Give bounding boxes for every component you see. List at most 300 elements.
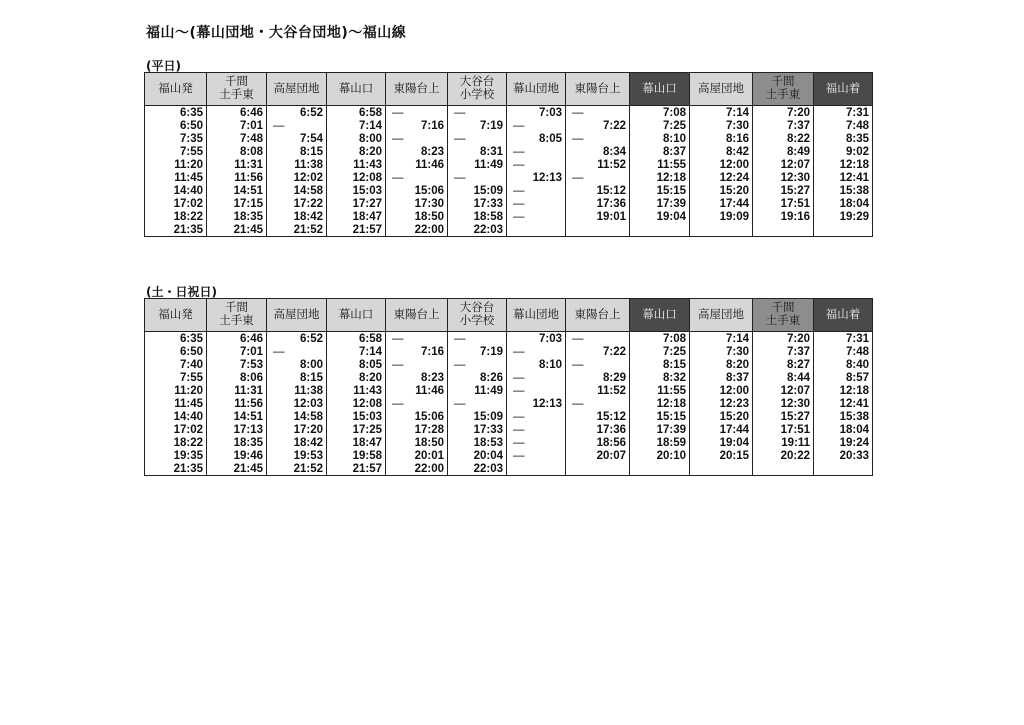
column-header: 東陽台上 (386, 299, 448, 332)
time-cell: 17:39 (630, 197, 690, 210)
table-row (145, 436, 873, 449)
time-cell: 18:04 (814, 197, 873, 210)
time-cell: 15:03 (327, 410, 386, 423)
time-cell: 14:58 (267, 410, 327, 423)
time-cell: — (386, 132, 448, 145)
time-cell: 11:52 (566, 384, 630, 397)
time-cell: 15:03 (327, 184, 386, 197)
time-cell: 8:00 (267, 358, 327, 371)
time-cell: 7:53 (207, 358, 267, 371)
time-cell: 18:50 (386, 210, 448, 223)
time-cell: 15:15 (630, 410, 690, 423)
time-cell: — (386, 171, 448, 184)
time-cell: 8:27 (753, 358, 814, 371)
time-cell: 12:07 (753, 384, 814, 397)
time-cell: 7:54 (267, 132, 327, 145)
time-cell: 7:20 (753, 332, 814, 346)
time-cell: — (386, 397, 448, 410)
time-cell: 8:42 (690, 145, 753, 158)
time-cell: — (507, 119, 566, 132)
time-cell: 9:02 (814, 145, 873, 158)
time-cell: 8:37 (690, 371, 753, 384)
holiday-timetable (144, 298, 873, 476)
time-cell: 6:46 (207, 332, 267, 346)
table-row (145, 332, 873, 346)
time-cell (630, 462, 690, 476)
time-cell: 20:15 (690, 449, 753, 462)
table-row (145, 145, 873, 158)
column-header: 高屋団地 (267, 73, 327, 106)
time-cell: 8:29 (566, 371, 630, 384)
column-header: 大谷台 小学校 (448, 299, 507, 332)
time-cell: 17:36 (566, 423, 630, 436)
time-cell (566, 223, 630, 237)
time-cell: 14:51 (207, 410, 267, 423)
time-cell: 17:15 (207, 197, 267, 210)
time-cell: 17:02 (145, 197, 207, 210)
time-cell: 19:16 (753, 210, 814, 223)
time-cell (507, 223, 566, 237)
time-cell: — (566, 332, 630, 346)
time-cell: 15:09 (448, 410, 507, 423)
time-cell: 17:51 (753, 197, 814, 210)
column-header: 千間 土手東 (207, 299, 267, 332)
time-cell: 6:35 (145, 106, 207, 120)
time-cell: 15:09 (448, 184, 507, 197)
time-cell (507, 462, 566, 476)
column-header: 福山発 (145, 73, 207, 106)
time-cell: 12:08 (327, 171, 386, 184)
time-cell: 8:23 (386, 145, 448, 158)
time-cell: 7:14 (327, 345, 386, 358)
time-cell: 19:09 (690, 210, 753, 223)
weekday-timetable (144, 72, 873, 237)
time-cell: 12:41 (814, 397, 873, 410)
time-cell: 8:34 (566, 145, 630, 158)
table-row (145, 158, 873, 171)
table-row (145, 371, 873, 384)
time-cell: 7:30 (690, 345, 753, 358)
time-cell: 8:32 (630, 371, 690, 384)
time-cell: 8:05 (507, 132, 566, 145)
column-header: 東陽台上 (566, 299, 630, 332)
time-cell: 18:53 (448, 436, 507, 449)
time-cell: 7:14 (327, 119, 386, 132)
time-cell: 15:12 (566, 184, 630, 197)
column-header: 幕山口 (327, 73, 386, 106)
time-cell: 12:23 (690, 397, 753, 410)
time-cell: 7:19 (448, 345, 507, 358)
time-cell: 17:44 (690, 423, 753, 436)
table-row (145, 397, 873, 410)
time-cell: 7:22 (566, 119, 630, 132)
time-cell: 15:20 (690, 184, 753, 197)
time-cell: 8:08 (207, 145, 267, 158)
time-cell: 8:22 (753, 132, 814, 145)
table-row (145, 345, 873, 358)
time-cell: — (507, 384, 566, 397)
column-header: 福山着 (814, 73, 873, 106)
time-cell: 7:40 (145, 358, 207, 371)
time-cell: 21:35 (145, 462, 207, 476)
time-cell (630, 223, 690, 237)
time-cell: 11:31 (207, 384, 267, 397)
column-header: 高屋団地 (267, 299, 327, 332)
time-cell: 18:35 (207, 436, 267, 449)
time-cell: — (566, 132, 630, 145)
time-cell: 7:01 (207, 119, 267, 132)
time-cell: 12:30 (753, 171, 814, 184)
table-row (145, 462, 873, 476)
time-cell: 19:04 (690, 436, 753, 449)
time-cell: 8:23 (386, 371, 448, 384)
time-cell: — (448, 358, 507, 371)
weekday-section-label: (平日) (146, 59, 181, 73)
time-cell: 8:05 (327, 358, 386, 371)
column-header: 千間 土手東 (753, 299, 814, 332)
table-row (145, 171, 873, 184)
time-cell: — (566, 106, 630, 120)
column-header: 高屋団地 (690, 299, 753, 332)
column-header: 福山発 (145, 299, 207, 332)
time-cell: 15:06 (386, 184, 448, 197)
time-cell: 14:58 (267, 184, 327, 197)
time-cell: 17:33 (448, 197, 507, 210)
column-header: 幕山口 (630, 299, 690, 332)
time-cell: 7:03 (507, 106, 566, 120)
time-cell: 22:00 (386, 462, 448, 476)
time-cell: 15:27 (753, 410, 814, 423)
time-cell: 7:31 (814, 106, 873, 120)
table-row (145, 358, 873, 371)
time-cell: 12:41 (814, 171, 873, 184)
time-cell: 7:55 (145, 371, 207, 384)
column-header: 幕山団地 (507, 299, 566, 332)
time-cell: 12:18 (814, 158, 873, 171)
time-cell: 11:46 (386, 384, 448, 397)
time-cell: 7:30 (690, 119, 753, 132)
time-cell: 19:24 (814, 436, 873, 449)
time-cell: 7:25 (630, 119, 690, 132)
time-cell: 8:15 (267, 371, 327, 384)
time-cell: 18:42 (267, 436, 327, 449)
time-cell: 7:37 (753, 119, 814, 132)
time-cell: 8:35 (814, 132, 873, 145)
time-cell: 20:01 (386, 449, 448, 462)
time-cell: 20:10 (630, 449, 690, 462)
time-cell: 21:35 (145, 223, 207, 237)
time-cell: 7:14 (690, 106, 753, 120)
time-cell (690, 462, 753, 476)
time-cell: — (507, 371, 566, 384)
table-row (145, 132, 873, 145)
time-cell: 15:20 (690, 410, 753, 423)
time-cell: 12:00 (690, 384, 753, 397)
time-cell: 17:30 (386, 197, 448, 210)
time-cell: 6:50 (145, 345, 207, 358)
time-cell: 17:20 (267, 423, 327, 436)
time-cell: 18:35 (207, 210, 267, 223)
time-cell: 7:08 (630, 106, 690, 120)
time-cell: — (507, 158, 566, 171)
column-header: 福山着 (814, 299, 873, 332)
time-cell: — (448, 132, 507, 145)
time-cell: — (507, 345, 566, 358)
time-cell: 8:10 (507, 358, 566, 371)
time-cell: 11:43 (327, 158, 386, 171)
time-cell: 7:48 (207, 132, 267, 145)
time-cell: 8:15 (267, 145, 327, 158)
time-cell: 15:27 (753, 184, 814, 197)
time-cell: 7:22 (566, 345, 630, 358)
time-cell: 8:10 (630, 132, 690, 145)
time-cell: 12:00 (690, 158, 753, 171)
time-cell: 20:22 (753, 449, 814, 462)
time-cell: 7:19 (448, 119, 507, 132)
time-cell: 22:03 (448, 462, 507, 476)
time-cell: 20:07 (566, 449, 630, 462)
time-cell: 11:43 (327, 384, 386, 397)
time-cell: — (386, 106, 448, 120)
time-cell: — (448, 106, 507, 120)
time-cell (814, 462, 873, 476)
time-cell: 7:48 (814, 345, 873, 358)
time-cell: 7:03 (507, 332, 566, 346)
time-cell: — (386, 358, 448, 371)
time-cell: 7:20 (753, 106, 814, 120)
time-cell: 18:56 (566, 436, 630, 449)
time-cell: 8:20 (327, 145, 386, 158)
time-cell: 11:49 (448, 158, 507, 171)
table-row (145, 197, 873, 210)
time-cell: 7:16 (386, 345, 448, 358)
time-cell: 12:07 (753, 158, 814, 171)
time-cell: 11:56 (207, 397, 267, 410)
time-cell: — (267, 119, 327, 132)
time-cell: 6:58 (327, 106, 386, 120)
time-cell: 12:13 (507, 397, 566, 410)
time-cell: 8:40 (814, 358, 873, 371)
time-cell: 12:03 (267, 397, 327, 410)
time-cell: 7:16 (386, 119, 448, 132)
table-row (145, 184, 873, 197)
time-cell: 12:30 (753, 397, 814, 410)
time-cell: 17:36 (566, 197, 630, 210)
time-cell: — (507, 184, 566, 197)
time-cell (566, 462, 630, 476)
time-cell: 12:08 (327, 397, 386, 410)
time-cell: 19:35 (145, 449, 207, 462)
time-cell: 8:44 (753, 371, 814, 384)
time-cell: 17:25 (327, 423, 386, 436)
time-cell: 19:29 (814, 210, 873, 223)
time-cell: 8:15 (630, 358, 690, 371)
time-cell (753, 223, 814, 237)
time-cell: 12:18 (814, 384, 873, 397)
time-cell: — (448, 397, 507, 410)
time-cell: 17:13 (207, 423, 267, 436)
time-cell: 12:02 (267, 171, 327, 184)
time-cell (814, 223, 873, 237)
time-cell: 18:04 (814, 423, 873, 436)
time-cell: 11:31 (207, 158, 267, 171)
table-row (145, 410, 873, 423)
time-cell: 7:08 (630, 332, 690, 346)
time-cell: 17:51 (753, 423, 814, 436)
time-cell: 8:20 (690, 358, 753, 371)
time-cell: 6:35 (145, 332, 207, 346)
table-row (145, 449, 873, 462)
time-cell: 6:52 (267, 106, 327, 120)
time-cell: 8:00 (327, 132, 386, 145)
time-cell: 7:31 (814, 332, 873, 346)
time-cell: — (507, 210, 566, 223)
time-cell: 15:12 (566, 410, 630, 423)
time-cell (690, 223, 753, 237)
time-cell: 20:04 (448, 449, 507, 462)
time-cell: 7:01 (207, 345, 267, 358)
time-cell: 6:58 (327, 332, 386, 346)
time-cell: 8:06 (207, 371, 267, 384)
time-cell: 17:39 (630, 423, 690, 436)
time-cell: 20:33 (814, 449, 873, 462)
time-cell: 21:52 (267, 223, 327, 237)
table-row (145, 384, 873, 397)
time-cell: — (448, 332, 507, 346)
time-cell: 12:18 (630, 171, 690, 184)
time-cell: 8:16 (690, 132, 753, 145)
time-cell: 15:15 (630, 184, 690, 197)
time-cell: — (566, 397, 630, 410)
table-row (145, 223, 873, 237)
time-cell: 11:49 (448, 384, 507, 397)
time-cell: 21:57 (327, 223, 386, 237)
time-cell: 19:04 (630, 210, 690, 223)
time-cell: 17:33 (448, 423, 507, 436)
time-cell: 7:25 (630, 345, 690, 358)
time-cell: 19:53 (267, 449, 327, 462)
time-cell: 17:22 (267, 197, 327, 210)
time-cell: — (507, 145, 566, 158)
time-cell: 15:06 (386, 410, 448, 423)
table-row (145, 423, 873, 436)
time-cell: 12:18 (630, 397, 690, 410)
column-header: 幕山団地 (507, 73, 566, 106)
column-header: 千間 土手東 (207, 73, 267, 106)
time-cell: 8:31 (448, 145, 507, 158)
time-cell: 8:57 (814, 371, 873, 384)
column-header: 高屋団地 (690, 73, 753, 106)
time-cell: 18:47 (327, 436, 386, 449)
header-row (145, 299, 873, 332)
column-header: 千間 土手東 (753, 73, 814, 106)
column-header: 大谷台 小学校 (448, 73, 507, 106)
time-cell: 18:22 (145, 210, 207, 223)
time-cell: 8:20 (327, 371, 386, 384)
table-row (145, 106, 873, 120)
time-cell: 8:26 (448, 371, 507, 384)
time-cell: — (267, 345, 327, 358)
time-cell: 12:24 (690, 171, 753, 184)
time-cell: 7:35 (145, 132, 207, 145)
column-header: 東陽台上 (386, 73, 448, 106)
time-cell: 21:57 (327, 462, 386, 476)
time-cell: 14:40 (145, 410, 207, 423)
time-cell: 15:38 (814, 184, 873, 197)
time-cell: 14:51 (207, 184, 267, 197)
time-cell: 19:01 (566, 210, 630, 223)
time-cell: 11:45 (145, 171, 207, 184)
time-cell: 6:46 (207, 106, 267, 120)
time-cell: 17:02 (145, 423, 207, 436)
time-cell: 21:52 (267, 462, 327, 476)
time-cell: 11:38 (267, 158, 327, 171)
time-cell: 7:48 (814, 119, 873, 132)
time-cell: — (448, 171, 507, 184)
time-cell: — (507, 410, 566, 423)
column-header: 幕山口 (327, 299, 386, 332)
time-cell: 18:22 (145, 436, 207, 449)
time-cell: 11:38 (267, 384, 327, 397)
time-cell: 21:45 (207, 462, 267, 476)
time-cell: 12:13 (507, 171, 566, 184)
time-cell: 18:42 (267, 210, 327, 223)
time-cell: 18:59 (630, 436, 690, 449)
time-cell: — (566, 171, 630, 184)
time-cell: 7:55 (145, 145, 207, 158)
time-cell: 7:37 (753, 345, 814, 358)
time-cell: 17:28 (386, 423, 448, 436)
time-cell: — (507, 449, 566, 462)
time-cell: 22:03 (448, 223, 507, 237)
page-title: 福山～(幕山団地・大谷台団地)～福山線 (146, 25, 407, 41)
holiday-section-label: (土・日祝日) (146, 285, 217, 299)
time-cell: 11:55 (630, 384, 690, 397)
time-cell: 14:40 (145, 184, 207, 197)
time-cell: 15:38 (814, 410, 873, 423)
time-cell: 6:52 (267, 332, 327, 346)
time-cell: — (386, 332, 448, 346)
time-cell: 6:50 (145, 119, 207, 132)
time-cell: 11:55 (630, 158, 690, 171)
table-row (145, 210, 873, 223)
time-cell: 22:00 (386, 223, 448, 237)
column-header: 幕山口 (630, 73, 690, 106)
header-row (145, 73, 873, 106)
time-cell: 19:46 (207, 449, 267, 462)
time-cell: 11:56 (207, 171, 267, 184)
column-header: 東陽台上 (566, 73, 630, 106)
time-cell: 8:49 (753, 145, 814, 158)
table-row (145, 119, 873, 132)
time-cell: 11:46 (386, 158, 448, 171)
time-cell: 19:11 (753, 436, 814, 449)
time-cell: 18:47 (327, 210, 386, 223)
time-cell: — (507, 197, 566, 210)
time-cell: — (507, 423, 566, 436)
time-cell: 17:27 (327, 197, 386, 210)
time-cell (753, 462, 814, 476)
time-cell: — (566, 358, 630, 371)
time-cell: 11:20 (145, 384, 207, 397)
time-cell: 19:58 (327, 449, 386, 462)
time-cell: — (507, 436, 566, 449)
time-cell: 17:44 (690, 197, 753, 210)
time-cell: 18:58 (448, 210, 507, 223)
time-cell: 11:45 (145, 397, 207, 410)
time-cell: 7:14 (690, 332, 753, 346)
time-cell: 18:50 (386, 436, 448, 449)
